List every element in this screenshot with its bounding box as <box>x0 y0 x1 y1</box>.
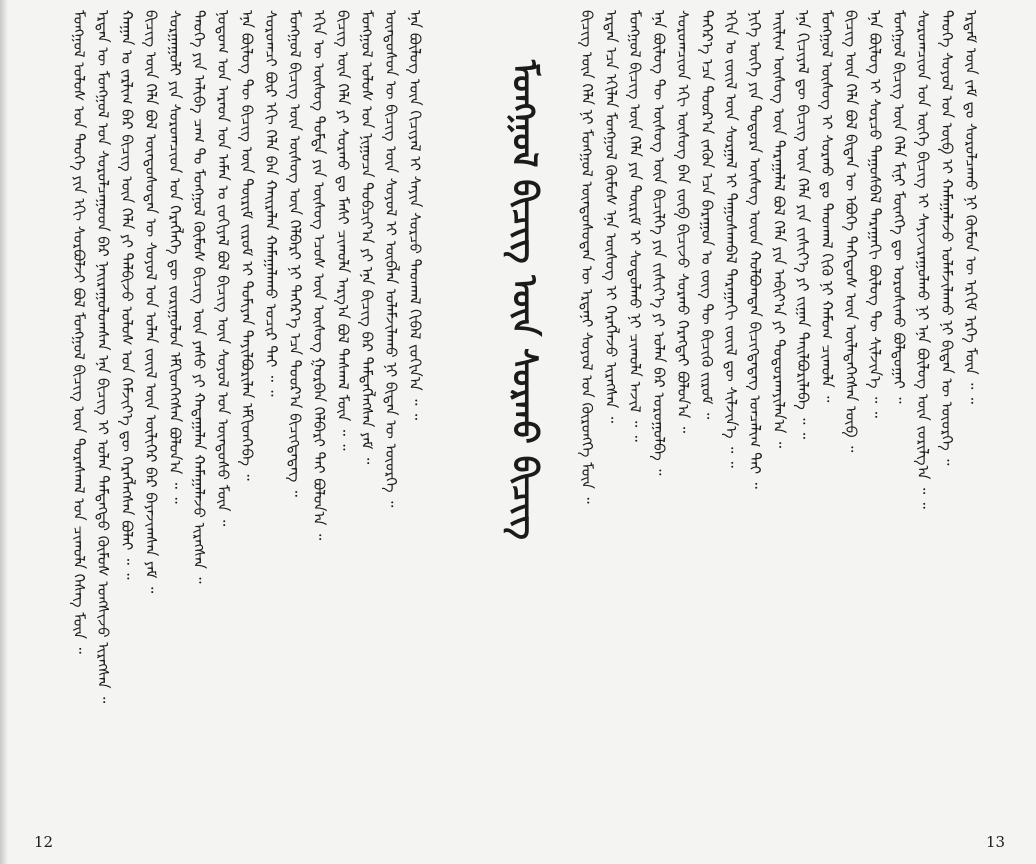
chapter-heading-text: ᠮᠣᠩᠭᠣᠯ ᠪᠢᠴᠢᠭ ᠦᠨ ᠰᠤᠷᠬᠤ ᠪᠢᠴᠢᠭ <box>504 60 544 540</box>
text-line: ᠰᠤᠷᠤᠭᠴᠢ ᠪᠦᠷ ᠡᠬᠢ ᠬᠡᠯᠡ ᠪᠡᠨ ᠬᠠᠢᠷᠠᠯᠠᠨ ᠬᠠᠮᠠᠭᠠᠯᠠᠬᠤ ᠤᠴᠢᠷ ᠲᠠᠢ ᠃ ᠃ <box>262 10 280 397</box>
text-line: ᠡᠨᠡ ᠪᠦᠯᠦᠭ ᠢ ᠰᠤᠷᠴᠤ ᠳᠠᠭᠤᠰᠪᠠᠯ ᠳᠠᠷᠠᠭᠠᠬᠢ ᠪᠦᠯᠦᠭ ᠲᠦ ᠰᠢᠯᠵᠢᠨ᠎ᠡ ᠃ ᠃ <box>866 10 884 418</box>
text-line: ᠰᠤᠷᠤᠭᠴᠢᠳ ᠤᠨ ᠦᠭᠡ ᠪᠢᠴᠢᠭ ᠢ ᠰᠠᠶᠢᠵᠢᠷᠠᠭᠤᠯᠬᠤ ᠨᠢ ᠡᠨᠡ ᠪᠦᠯᠦᠭ ᠦᠨ ᠵᠣᠷᠢᠯᠭ᠎ᠠ ᠃ ᠃ <box>914 10 932 509</box>
text-line: ᠮᠣᠩᠭᠣᠯ ᠤᠯᠤᠰ ᠤᠨ ᠨᠢᠭᠤᠴᠠ ᠲᠣᠪᠴᠢᠶ᠎ᠠ ᠶᠢ ᠡᠨᠡ ᠪᠢᠴᠢᠭ ᠪᠡᠷ ᠲᠡᠮᠳᠡᠭᠯᠡᠭᠰᠡᠨ ᠶᠠᠮ ᠃ <box>358 10 376 465</box>
text-line: ᠮᠣᠩᠭᠣᠯ ᠦᠰᠦᠭ ᠢ ᠰᠤᠷᠬᠤ ᠳᠤ ᠳᠠᠳᠬᠠᠯ ᠬᠢᠬᠦ ᠨᠢ ᠬᠠᠮᠤᠭ ᠴᠢᠬᠤᠯᠠ ᠃ <box>818 10 836 403</box>
text-line: ᠮᠣᠩᠭᠣᠯ ᠪᠢᠴᠢᠭ ᠦᠨ ᠦᠰᠦᠭ ᠦᠨ ᠬᠡᠯᠪᠡᠷᠢ ᠨᠢ ᠳᠡᠭᠡᠷ᠎ᠡ ᠡᠴᠡ ᠳᠣᠣᠷ᠎ᠠ ᠪᠢᠴᠢᠭᠳᠡᠳᠡᠭ ᠃ <box>286 10 304 497</box>
left-page-text <box>68 10 426 810</box>
text-line: ᠮᠣᠩᠭᠣᠯ ᠤᠯᠤᠰ ᠤᠨ ᠲᠡᠦᠬᠡ ᠶᠢᠨ ᠡᠬᠢ ᠰᠤᠷᠪᠤᠯᠵᠢ ᠪᠣᠯ ᠮᠣᠩᠭᠣᠯ ᠪᠢᠴᠢᠭ ᠦᠨ ᠳᠤᠷᠠᠰᠬᠠᠯ ᠤᠨ ᠴᠢᠬᠤᠯᠠ ᠬᠡᠰᠡᠭ ᠮᠥᠨ ᠃ <box>70 10 88 654</box>
page-edge-shadow <box>0 0 8 864</box>
text-line: ᠪᠢᠴᠢᠭ ᠦᠨ ᠬᠡᠯᠡ ᠪᠣᠯ ᠪᠢᠳᠡᠨ ᠦ ᠡᠪᠦᠭᠡ ᠳᠡᠭᠡᠳᠦᠰ ᠦᠨ ᠦᠯᠡᠳᠡᠭᠡᠭᠰᠡᠨ ᠥᠪ ᠃ <box>842 10 860 453</box>
right-page-text <box>576 10 982 810</box>
text-line: ᠪᠢᠴᠢᠭ ᠦᠨ ᠬᠡᠯᠡ ᠶᠢ ᠰᠤᠷᠬᠤ ᠳᠤ ᠮᠠᠰᠢ ᠴᠢᠬᠤᠯᠠ ᠠᠷᠭ᠎ᠠ ᠪᠣᠯ ᠳᠠᠰᠬᠠᠯ ᠮᠥᠨ ᠃ ᠃ <box>334 10 352 451</box>
text-line: ᠰᠤᠷᠭᠠᠭᠤᠯᠢ ᠶᠢᠨ ᠰᠤᠷᠤᠭᠴᠢᠳ ᠤᠨ ᠬᠡᠷᠡᠭᠯᠡᠭᠡ ᠳᠦ ᠵᠣᠷᠢᠭᠤᠯᠤᠨ ᠡᠮᠬᠢᠳᠬᠡᠭᠰᠡᠨ ᠪᠣᠯᠤᠨ᠎ᠠ ᠃ ᠃ <box>166 10 184 504</box>
left-page-number: 12 <box>34 833 54 851</box>
chapter-heading <box>496 60 552 540</box>
text-line: ᠡᠬᠢᠨ ᠦ ᠦᠰᠦᠭ ᠳᠤᠮᠳᠠ ᠶᠢᠨ ᠦᠰᠦᠭ ᠡᠴᠦᠰ ᠦᠨ ᠦᠰᠦᠭ ᠭᠤᠷᠪᠠᠨ ᠬᠡᠯᠪᠡᠷᠢ ᠲᠠᠢ ᠪᠣᠯᠤᠨ᠎ᠠ ᠃ <box>310 10 328 541</box>
text-line: ᠦᠨᠳᠦᠰᠦᠨ ᠦ ᠪᠢᠴᠢᠭ ᠦᠨ ᠰᠣᠶᠣᠯ ᠢ ᠥᠪᠯᠡᠨ ᠤᠯᠠᠮᠵᠢᠯᠠᠬᠤ ᠨᠢ ᠪᠢᠳᠡᠨ ᠦ ᠦᠦᠷᠭᠡ ᠃ <box>382 10 400 508</box>
text-line: ᠲᠡᠦᠬᠡ ᠶᠢᠨ ᠠᠯᠢᠪᠠ ᠴᠠᠭ ᠲᠤ ᠮᠣᠩᠭᠣᠯ ᠬᠦᠮᠦᠰ ᠪᠢᠴᠢᠭ ᠦᠨ ᠶᠠᠰᠤ ᠶᠢ ᠬᠠᠳᠠᠭᠠᠯᠠᠨ ᠬᠠᠮᠠᠭᠠᠯᠠᠵᠤ ᠢᠷᠡᠭᠰᠡᠨ ᠃ <box>190 10 208 584</box>
text-line: ᠳᠡᠭᠡᠷ᠎ᠡ ᠡᠴᠡ ᠳᠣᠣᠷ᠎ᠠ ᠵᠡᠭᠦᠨ ᠡᠴᠡ ᠪᠠᠷᠠᠭᠤᠨ ᠤ ᠵᠦᠭ ᠲᠦ ᠪᠢᠴᠢᠬᠦ ᠵᠢᠷᠤᠮ ᠃ <box>698 10 716 420</box>
text-line: ᠰᠤᠷᠤᠭᠴᠢᠳ ᠡᠬᠢ ᠦᠰᠦᠭ ᠪᠡᠨ ᠵᠥᠪ ᠪᠢᠴᠢᠵᠦ ᠰᠤᠷᠬᠤ ᠬᠡᠷᠡᠭᠲᠡᠢ ᠪᠣᠯᠤᠨ᠎ᠠ ᠃ <box>674 10 692 434</box>
text-line: ᠡᠨᠡ ᠪᠦᠯᠦᠭ ᠲᠦ ᠦᠰᠦᠭ ᠦᠨ ᠪᠢᠴᠢᠯᠭᠡ ᠶᠢᠨ ᠵᠢᠱᠢᠶ᠎ᠡ ᠶᠢ ᠣᠯᠠᠨ ᠪᠠᠷ ᠣᠷᠣᠭᠤᠯᠪᠠ ᠃ <box>650 10 668 476</box>
text-line: ᠡᠷᠳᠡᠮ ᠦᠨ ᠵᠠᠮ ᠳᠤ ᠰᠤᠷᠤᠯᠴᠠᠬᠤ ᠨᠢ ᠬᠦᠮᠦᠨ ᠦ ᠡᠷᠬᠢᠮ ᠡᠷᠬᠡ ᠮᠥᠨ ᠃ ᠃ <box>962 10 980 404</box>
text-line: ᠡᠷᠲᠡᠨ ᠡᠴᠡ ᠡᠬᠢᠯᠡᠨ ᠮᠣᠩᠭᠣᠯ ᠬᠦᠮᠦᠰ ᠡᠨᠡ ᠦᠰᠦᠭ ᠢ ᠬᠡᠷᠡᠭᠯᠡᠵᠦ ᠢᠷᠡᠭᠰᠡᠨ ᠃ <box>602 10 620 423</box>
right-page-number: 13 <box>986 833 1006 851</box>
text-line: ᠪᠢᠴᠢᠭ ᠦᠨ ᠬᠡᠯᠡ ᠪᠣᠯ ᠦᠨᠳᠦᠰᠦᠲᠡᠨ ᠦ ᠰᠣᠶᠣᠯ ᠤᠨ ᠣᠯᠠᠨ ᠵᠦᠢᠯ ᠦᠨ ᠦᠯᠢᠭᠡᠷ ᠪᠠᠷ ᠪᠠᠶᠠᠵᠢᠭᠰᠠᠨ ᠶᠠᠮ ᠃ <box>142 10 160 594</box>
text-line: ᠡᠬᠢᠨ ᠤ ᠵᠦᠢᠯ ᠦᠨ ᠰᠤᠷᠭᠠᠯ ᠢ ᠳᠠᠭᠤᠰᠬᠠᠪᠠᠯ ᠳᠠᠷᠠᠭᠠᠬᠢ ᠵᠦᠢᠯ ᠳᠦ ᠰᠢᠯᠵᠢᠨ᠎ᠡ ᠃ ᠃ <box>722 10 740 468</box>
text-line: ᠬᠠᠭᠠᠨ ᠤ ᠵᠠᠷᠯᠢᠭ ᠪᠠᠷ ᠪᠢᠴᠢᠭ ᠦᠨ ᠬᠡᠯᠡ ᠶᠢ ᠲᠠᠯᠪᠢᠵᠤ ᠤᠯᠤᠰ ᠤᠨ ᠬᠡᠮᠵᠢᠶ᠎ᠡ ᠳᠦ ᠬᠡᠷᠡᠭᠯᠡᠭᠰᠡᠨ ᠪᠣᠯᠠᠢ ᠃ ᠃ <box>118 10 136 580</box>
text-line: ᠡᠨᠡ ᠪᠦᠯᠦᠭ ᠦᠨ ᠬᠢᠴᠢᠶᠡᠯ ᠢ ᠰᠠᠶᠢᠨ ᠰᠤᠷᠴᠤ ᠳᠠᠳᠬᠠᠯ ᠬᠢᠪᠡᠯ ᠵᠣᠬᠢᠨ᠎ᠠ ᠃ ᠃ <box>406 10 424 421</box>
text-line: ᠮᠣᠩᠭᠣᠯ ᠪᠢᠴᠢᠭ ᠦᠨ ᠬᠡᠯᠡ ᠶᠢᠨ ᠳᠦᠷᠢᠮ ᠢ ᠰᠤᠳᠤᠯᠬᠤ ᠨᠢ ᠴᠢᠬᠤᠯᠠ ᠠᠵᠢᠯ ᠃ ᠃ <box>626 10 644 442</box>
text-line: ᠨᠤᠲᠤᠭ ᠤᠨ ᠠᠷᠠᠳ ᠤᠨ ᠠᠮᠠᠨ ᠤ ᠵᠣᠬᠢᠶᠠᠯ ᠪᠣᠯ ᠪᠢᠴᠢᠭ ᠦᠨ ᠰᠣᠶᠣᠯ ᠤᠨ ᠦᠨᠳᠦᠰᠦ ᠮᠥᠨ ᠃ <box>214 10 232 527</box>
text-line: ᠲᠡᠦᠬᠡ ᠰᠣᠶᠣᠯ ᠤᠨ ᠥᠪ ᠢ ᠬᠠᠮᠠᠭᠠᠯᠠᠵᠤ ᠤᠯᠠᠮᠵᠢᠯᠠᠬᠤ ᠨᠢ ᠪᠢᠳᠡᠨ ᠦ ᠦᠦᠷᠭᠡ ᠃ <box>938 10 956 466</box>
text-line: ᠡᠨᠡ ᠪᠦᠯᠦᠭ ᠲᠦ ᠪᠢᠴᠢᠭ ᠦᠨ ᠳᠦᠷᠢᠮ ᠵᠢᠷᠤᠮ ᠢ ᠲᠣᠮᠢᠶᠠᠨ ᠲᠠᠶᠢᠯᠪᠤᠷᠢᠯᠠᠨ ᠡᠮᠬᠢᠳᠬᠡᠪᠡ ᠃ <box>238 10 256 481</box>
text-line: ᠠᠢᠯᠢᠭ ᠦᠰᠦᠭ ᠦᠨ ᠳᠠᠷᠠᠭᠠᠯᠠᠯ ᠪᠣᠯ ᠬᠡᠯᠡ ᠶᠢᠨ ᠠᠪᠢᠶ᠎ᠠ ᠶᠢ ᠲᠣᠳᠣᠷᠬᠠᠶᠢᠯᠠᠨ᠎ᠠ ᠃ <box>770 10 788 449</box>
text-line: ᠡᠨᠡ ᠬᠢᠴᠢᠶᠡᠯ ᠳᠦ ᠪᠢᠴᠢᠭ ᠦᠨ ᠬᠡᠯᠡ ᠶᠢᠨ ᠵᠢᠱᠢᠶ᠎ᠡ ᠶᠢ ᠵᠢᠭᠠᠨ ᠲᠠᠢᠯᠪᠤᠷᠢᠯᠠᠪᠠ ᠃ ᠃ <box>794 10 812 440</box>
text-line: ᠨᠢᠭᠡ ᠦᠭᠡ ᠶᠢᠨ ᠳᠣᠲᠣᠷᠠ ᠦᠰᠦᠭ ᠦᠳ ᠬᠣᠯᠪᠣᠭᠳᠠᠨ ᠪᠢᠴᠢᠭᠳᠡᠳᠡᠭ ᠣᠨᠴᠠᠯᠢᠭ ᠲᠠᠢ ᠃ <box>746 10 764 489</box>
text-line: ᠮᠣᠩᠭᠣᠯ ᠪᠢᠴᠢᠭ ᠦᠨ ᠬᠡᠯᠡ ᠮᠢᠨᠢ ᠮᠥᠩᠬᠡ ᠳᠦ ᠣᠷᠣᠰᠢᠬᠤ ᠪᠣᠯᠲᠤᠭᠠᠢ ᠃ <box>890 10 908 404</box>
text-line: ᠪᠢᠴᠢᠭ ᠦᠨ ᠬᠡᠯᠡ ᠨᠢ ᠮᠣᠩᠭᠣᠯ ᠦᠨᠳᠦᠰᠦᠲᠡᠨ ᠦ ᠡᠷᠳᠡᠨᠢ ᠰᠣᠶᠣᠯ ᠤᠨ ᠬᠥᠷᠥᠩᠭᠡ ᠮᠥᠨ ᠃ <box>578 10 596 504</box>
text-line: ᠡᠷᠲᠡᠨ ᠦ ᠮᠣᠩᠭᠣᠯ ᠤᠨ ᠰᠤᠷᠤᠯᠴᠠᠭᠤᠳ ᠪᠠᠷ ᠨᠠᠢᠷᠠᠭᠤᠯᠤᠭᠰᠠᠨ ᠡᠨᠡ ᠪᠢᠴᠢᠭ ᠢ ᠣᠯᠠᠨ ᠲᠡᠮᠳᠡᠭᠲᠦ ᠬᠦᠮᠦᠰ ᠤᠩᠰᠢᠵᠤ ᠢᠷᠡᠭᠰᠡᠨ ᠃ <box>94 10 112 704</box>
